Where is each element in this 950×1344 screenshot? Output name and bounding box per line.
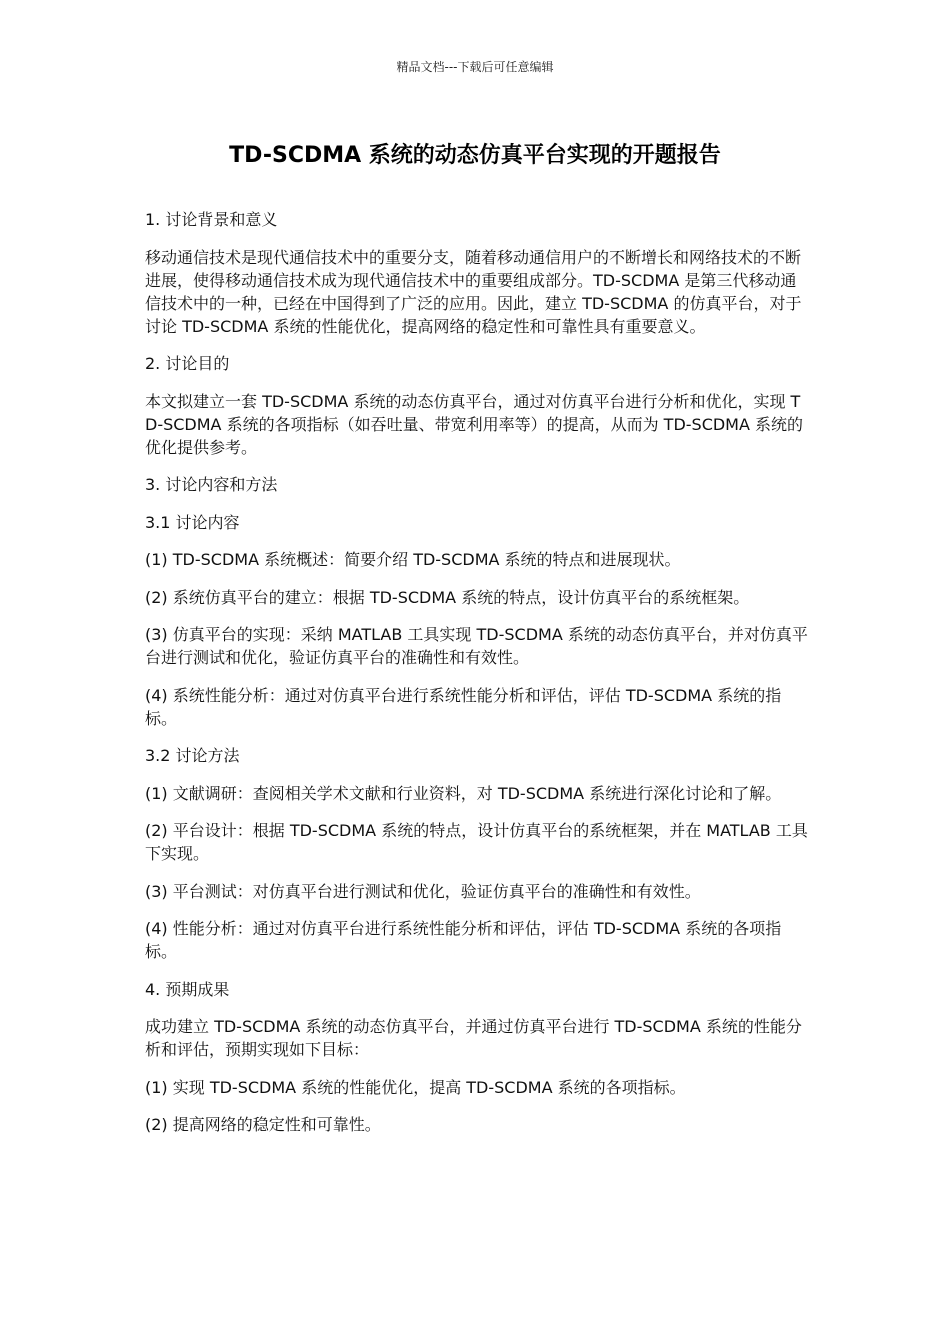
section-heading-expected-results: 4. 预期成果: [145, 979, 230, 999]
list-item: (1) 实现 TD-SCDMA 系统的性能优化，提高 TD-SCDMA 系统的各项指标。: [145, 1077, 686, 1097]
list-item: (2) 平台设计：根据 TD-SCDMA 系统的特点，设计仿真平台的系统框架，并在 MATLAB 工具下实现。: [145, 821, 808, 863]
document-body: [145, 208, 810, 1151]
paragraph-expected-results: 成功建立 TD-SCDMA 系统的动态仿真平台，并通过仿真平台进行 TD-SCDMA 系统的性能分析和评估，预期实现如下目标：: [145, 1017, 802, 1059]
section-heading-purpose: 2. 讨论目的: [145, 354, 230, 373]
section-heading-content-methods: 3. 讨论内容和方法: [145, 475, 278, 494]
list-item: (3) 仿真平台的实现：采纳 MATLAB 工具实现 TD-SCDMA 系统的动态仿真平台，并对仿真平台进行测试和优化，验证仿真平台的准确性和有效性。: [145, 625, 808, 667]
list-item: (1) TD-SCDMA 系统概述：简要介绍 TD-SCDMA 系统的特点和进展现状。: [145, 550, 681, 569]
document-title: TD-SCDMA 系统的动态仿真平台实现的开题报告: [229, 143, 721, 168]
page-header: 精品文档---下载后可任意编辑: [396, 60, 554, 74]
list-item: (3) 平台测试：对仿真平台进行测试和优化，验证仿真平台的准确性和有效性。: [145, 881, 701, 901]
list-item: (2) 提高网络的稳定性和可靠性。: [145, 1115, 381, 1134]
section-heading-background: 1. 讨论背景和意义: [145, 210, 278, 229]
list-item: (4) 性能分析：通过对仿真平台进行系统性能分析和评估，评估 TD-SCDMA 系统的各项指标。: [145, 919, 782, 961]
paragraph-purpose: 本文拟建立一套 TD-SCDMA 系统的动态仿真平台，通过对仿真平台进行分析和优化，实现 TD-SCDMA 系统的各项指标（如吞吐量、带宽利用率等）的提高，从而为 TD-SCDMA 系统的优化提供参考。: [145, 391, 804, 457]
subsection-heading-methods: 3.2 讨论方法: [145, 746, 240, 765]
list-item: (4) 系统性能分析：通过对仿真平台进行系统性能分析和评估，评估 TD-SCDMA 系统的指标。: [145, 685, 782, 728]
paragraph-background: 移动通信技术是现代通信技术中的重要分支，随着移动通信用户的不断增长和网络技术的不断进展，使得移动通信技术成为现代通信技术中的重要组成部分。TD-SCDMA 是第三代移动通信技术中的一种，已经在中国得到了广泛的应用。因此，建立 TD-SCDMA 的仿真平台，对于讨论 TD-SCDMA 系统的性能优化，提高网络的稳定性和可靠性具有重要意义。: [145, 247, 802, 336]
list-item: (2) 系统仿真平台的建立：根据 TD-SCDMA 系统的特点，设计仿真平台的系统框架。: [145, 587, 750, 607]
list-item: (1) 文献调研：查阅相关学术文献和行业资料，对 TD-SCDMA 系统进行深化讨论和了解。: [145, 783, 782, 803]
subsection-heading-content: 3.1 讨论内容: [145, 512, 240, 532]
